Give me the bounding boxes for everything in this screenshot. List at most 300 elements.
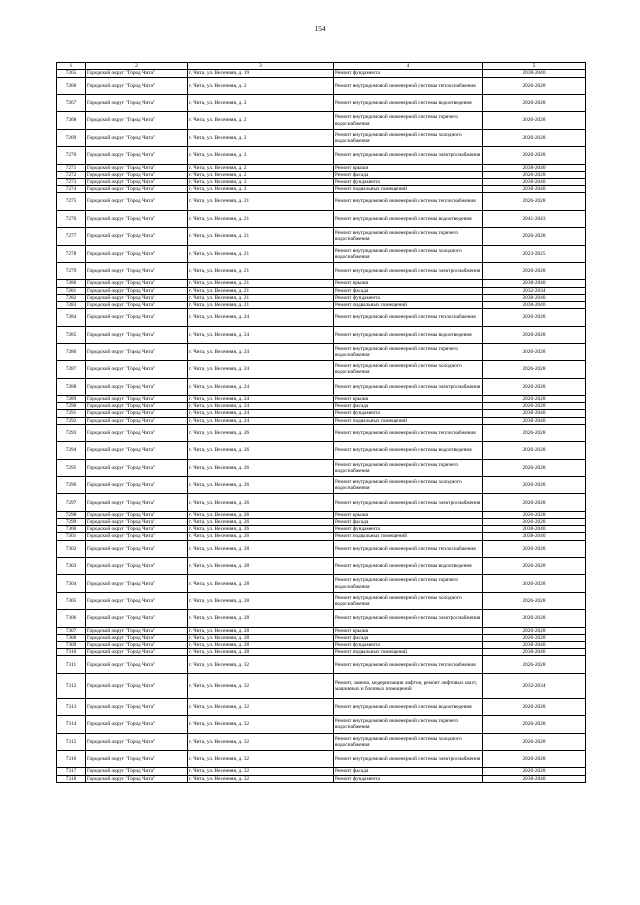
- work-type-cell: Ремонт внутридомовой инженерной системы холодного водоснабжения: [334, 129, 483, 146]
- municipality-cell: Городской округ "Город Чита": [86, 193, 188, 210]
- period-cell: 2026-2028: [483, 77, 586, 94]
- column-number-2: 2: [86, 63, 188, 70]
- municipality-cell: Городской округ "Город Чита": [86, 112, 188, 129]
- work-type-cell: Ремонт фундамента: [334, 294, 483, 301]
- work-type-cell: Ремонт подвальных помещений: [334, 649, 483, 656]
- address-cell: г. Чита, ул. Весенняя, д. 26: [188, 519, 334, 526]
- address-cell: г. Чита, ул. Весенняя, д. 24: [188, 410, 334, 417]
- work-type-cell: Ремонт, замена, модернизация лифтов, ремонт лифтовых шахт, машинных и блочных помещений: [334, 673, 483, 698]
- table-row: [57, 698, 586, 715]
- row-number: 7280: [57, 280, 86, 287]
- period-cell: 2026-2028: [483, 656, 586, 673]
- work-type-cell: Ремонт фасада: [334, 287, 483, 294]
- municipality-cell: Городской округ "Город Чита": [86, 649, 188, 656]
- address-cell: г. Чита, ул. Весенняя, д. 28: [188, 610, 334, 627]
- table-row: [57, 361, 586, 378]
- table-row: [57, 94, 586, 111]
- address-cell: г. Чита, ул. Весенняя, д. 2: [188, 112, 334, 129]
- row-number: 7314: [57, 716, 86, 733]
- table-row: [57, 649, 586, 656]
- address-cell: г. Чита, ул. Весенняя, д. 24: [188, 403, 334, 410]
- work-type-cell: Ремонт фундамента: [334, 642, 483, 649]
- row-number: 7302: [57, 540, 86, 557]
- municipality-cell: Городской округ "Город Чита": [86, 733, 188, 750]
- row-number: 7279: [57, 262, 86, 279]
- work-type-cell: Ремонт внутридомовой инженерной системы электроснабжения: [334, 378, 483, 395]
- period-cell: 2026-2028: [483, 326, 586, 343]
- table-body: [57, 63, 586, 783]
- period-cell: 2038-2040: [483, 178, 586, 185]
- work-type-cell: Ремонт внутридомовой инженерной системы водоотведения: [334, 94, 483, 111]
- municipality-cell: Городской округ "Город Чита": [86, 171, 188, 178]
- address-cell: г. Чита, ул. Весенняя, д. 32: [188, 716, 334, 733]
- period-cell: 2032-2034: [483, 673, 586, 698]
- municipality-cell: Городской округ "Город Чита": [86, 442, 188, 459]
- municipality-cell: Городской округ "Город Чита": [86, 262, 188, 279]
- work-type-cell: Ремонт крыши: [334, 396, 483, 403]
- work-type-cell: Ремонт внутридомовой инженерной системы водоотведения: [334, 326, 483, 343]
- address-cell: г. Чита, ул. Весенняя, д. 2: [188, 129, 334, 146]
- municipality-cell: Городской округ "Город Чита": [86, 716, 188, 733]
- address-cell: г. Чита, ул. Весенняя, д. 21: [188, 294, 334, 301]
- row-number: 7309: [57, 642, 86, 649]
- work-type-cell: Ремонт фасада: [334, 634, 483, 641]
- municipality-cell: Городской округ "Город Чита": [86, 698, 188, 715]
- work-type-cell: Ремонт внутридомовой инженерной системы горячего водоснабжения: [334, 112, 483, 129]
- address-cell: г. Чита, ул. Весенняя, д. 32: [188, 775, 334, 782]
- work-type-cell: Ремонт внутридомовой инженерной системы теплоснабжения: [334, 540, 483, 557]
- work-type-cell: Ремонт подвальных помещений: [334, 186, 483, 193]
- table-row: [57, 410, 586, 417]
- address-cell: г. Чита, ул. Весенняя, д. 32: [188, 750, 334, 767]
- table-row: [57, 280, 586, 287]
- period-cell: 2038-2040: [483, 186, 586, 193]
- table-row: [57, 610, 586, 627]
- row-number: 7304: [57, 575, 86, 592]
- period-cell: 2026-2028: [483, 171, 586, 178]
- address-cell: г. Чита, ул. Весенняя, д. 21: [188, 301, 334, 308]
- municipality-cell: Городской округ "Город Чита": [86, 494, 188, 511]
- row-number: 7274: [57, 186, 86, 193]
- period-cell: 2026-2028: [483, 343, 586, 360]
- period-cell: 2038-2040: [483, 164, 586, 171]
- address-cell: г. Чита, ул. Весенняя, д. 28: [188, 642, 334, 649]
- work-type-cell: Ремонт фасада: [334, 171, 483, 178]
- row-number: 7297: [57, 494, 86, 511]
- table-row: [57, 558, 586, 575]
- work-type-cell: Ремонт внутридомовой инженерной системы теплоснабжения: [334, 656, 483, 673]
- work-type-cell: Ремонт внутридомовой инженерной системы водоотведения: [334, 558, 483, 575]
- municipality-cell: Городской округ "Город Чита": [86, 656, 188, 673]
- period-cell: 2026-2028: [483, 768, 586, 775]
- work-type-cell: Ремонт внутридомовой инженерной системы теплоснабжения: [334, 424, 483, 441]
- period-cell: 2026-2028: [483, 494, 586, 511]
- municipality-cell: Городской округ "Город Чита": [86, 592, 188, 609]
- row-number: 7285: [57, 326, 86, 343]
- row-number: 7298: [57, 511, 86, 518]
- municipality-cell: Городской округ "Город Чита": [86, 642, 188, 649]
- work-type-cell: Ремонт внутридомовой инженерной системы холодного водоснабжения: [334, 592, 483, 609]
- work-type-cell: Ремонт внутридомовой инженерной системы горячего водоснабжения: [334, 459, 483, 476]
- row-number: 7275: [57, 193, 86, 210]
- work-type-cell: Ремонт внутридомовой инженерной системы холодного водоснабжения: [334, 477, 483, 494]
- period-cell: 2026-2028: [483, 112, 586, 129]
- work-type-cell: Ремонт внутридомовой инженерной системы теплоснабжения: [334, 309, 483, 326]
- work-type-cell: Ремонт фундамента: [334, 526, 483, 533]
- work-type-cell: Ремонт фасада: [334, 403, 483, 410]
- address-cell: г. Чита, ул. Весенняя, д. 21: [188, 245, 334, 262]
- work-type-cell: Ремонт подвальных помещений: [334, 417, 483, 424]
- municipality-cell: Городской округ "Город Чита": [86, 403, 188, 410]
- row-number: 7271: [57, 164, 86, 171]
- address-cell: г. Чита, ул. Весенняя, д. 2: [188, 186, 334, 193]
- table-row: [57, 301, 586, 308]
- address-cell: г. Чита, ул. Весенняя, д. 28: [188, 558, 334, 575]
- period-cell: 2038-2040: [483, 642, 586, 649]
- work-type-cell: Ремонт фасада: [334, 519, 483, 526]
- address-cell: г. Чита, ул. Весенняя, д. 26: [188, 442, 334, 459]
- period-cell: 2026-2028: [483, 262, 586, 279]
- period-cell: 2038-2040: [483, 70, 586, 77]
- table-row: [57, 540, 586, 557]
- row-number: 7292: [57, 417, 86, 424]
- period-cell: 2026-2028: [483, 403, 586, 410]
- work-type-cell: Ремонт фундамента: [334, 775, 483, 782]
- table-row: [57, 750, 586, 767]
- address-cell: г. Чита, ул. Весенняя, д. 32: [188, 656, 334, 673]
- table-row: [57, 519, 586, 526]
- address-cell: г. Чита, ул. Весенняя, д. 32: [188, 698, 334, 715]
- period-cell: 2026-2028: [483, 627, 586, 634]
- work-type-cell: Ремонт крыши: [334, 280, 483, 287]
- table-row: [57, 396, 586, 403]
- table-row: [57, 592, 586, 609]
- period-cell: 2026-2028: [483, 610, 586, 627]
- row-number: 7278: [57, 245, 86, 262]
- municipality-cell: Городской округ "Город Чита": [86, 575, 188, 592]
- municipality-cell: Городской округ "Город Чита": [86, 178, 188, 185]
- row-number: 7290: [57, 403, 86, 410]
- address-cell: г. Чита, ул. Весенняя, д. 21: [188, 228, 334, 245]
- period-cell: 2023-2025: [483, 245, 586, 262]
- row-number: 7272: [57, 171, 86, 178]
- period-cell: 2041-2043: [483, 210, 586, 227]
- address-cell: г. Чита, ул. Весенняя, д. 2: [188, 171, 334, 178]
- municipality-cell: Городской округ "Город Чита": [86, 750, 188, 767]
- period-cell: 2026-2028: [483, 519, 586, 526]
- address-cell: г. Чита, ул. Весенняя, д. 21: [188, 287, 334, 294]
- work-type-cell: Ремонт внутридомовой инженерной системы горячего водоснабжения: [334, 716, 483, 733]
- period-cell: 2026-2028: [483, 558, 586, 575]
- municipality-cell: Городской округ "Город Чита": [86, 396, 188, 403]
- period-cell: 2026-2028: [483, 396, 586, 403]
- column-number-3: 3: [188, 63, 334, 70]
- municipality-cell: Городской округ "Город Чита": [86, 768, 188, 775]
- period-cell: 2026-2028: [483, 193, 586, 210]
- address-cell: г. Чита, ул. Весенняя, д. 2: [188, 77, 334, 94]
- period-cell: 2026-2028: [483, 716, 586, 733]
- municipality-cell: Городской округ "Город Чита": [86, 519, 188, 526]
- work-type-cell: Ремонт фундамента: [334, 70, 483, 77]
- table-row: [57, 575, 586, 592]
- address-cell: г. Чита, ул. Весенняя, д. 28: [188, 592, 334, 609]
- period-cell: 2026-2028: [483, 129, 586, 146]
- period-cell: 2038-2040: [483, 533, 586, 540]
- address-cell: г. Чита, ул. Весенняя, д. 28: [188, 575, 334, 592]
- period-cell: 2026-2028: [483, 733, 586, 750]
- work-type-cell: Ремонт фасада: [334, 768, 483, 775]
- work-type-cell: Ремонт внутридомовой инженерной системы горячего водоснабжения: [334, 575, 483, 592]
- municipality-cell: Городской округ "Город Чита": [86, 610, 188, 627]
- municipality-cell: Городской округ "Город Чита": [86, 424, 188, 441]
- table-row: [57, 129, 586, 146]
- address-cell: г. Чита, ул. Весенняя, д. 2: [188, 147, 334, 164]
- column-number-5: 5: [483, 63, 586, 70]
- address-cell: г. Чита, ул. Весенняя, д. 24: [188, 378, 334, 395]
- row-number: 7310: [57, 649, 86, 656]
- table-row: [57, 245, 586, 262]
- address-cell: г. Чита, ул. Весенняя, д. 21: [188, 210, 334, 227]
- address-cell: г. Чита, ул. Весенняя, д. 26: [188, 459, 334, 476]
- period-cell: 2026-2028: [483, 378, 586, 395]
- table-row: [57, 511, 586, 518]
- row-number: 7284: [57, 309, 86, 326]
- municipality-cell: Городской округ "Город Чита": [86, 410, 188, 417]
- table-row: [57, 70, 586, 77]
- period-cell: 2038-2040: [483, 410, 586, 417]
- address-cell: г. Чита, ул. Весенняя, д. 2: [188, 178, 334, 185]
- work-type-cell: Ремонт крыши: [334, 164, 483, 171]
- row-number: 7306: [57, 610, 86, 627]
- row-number: 7266: [57, 77, 86, 94]
- address-cell: г. Чита, ул. Весенняя, д. 26: [188, 533, 334, 540]
- address-cell: г. Чита, ул. Весенняя, д. 24: [188, 396, 334, 403]
- row-number: 7312: [57, 673, 86, 698]
- municipality-cell: Городской округ "Город Чита": [86, 94, 188, 111]
- table-row: [57, 294, 586, 301]
- table-row: [57, 378, 586, 395]
- work-type-cell: Ремонт подвальных помещений: [334, 533, 483, 540]
- municipality-cell: Городской округ "Город Чита": [86, 164, 188, 171]
- row-number: 7293: [57, 424, 86, 441]
- table-row: [57, 459, 586, 476]
- municipality-cell: Городской округ "Город Чита": [86, 673, 188, 698]
- period-cell: 2026-2028: [483, 94, 586, 111]
- row-number: 7273: [57, 178, 86, 185]
- work-type-cell: Ремонт внутридомовой инженерной системы холодного водоснабжения: [334, 245, 483, 262]
- table-row: [57, 494, 586, 511]
- period-cell: 2026-2028: [483, 477, 586, 494]
- row-number: 7300: [57, 526, 86, 533]
- municipality-cell: Городской округ "Город Чита": [86, 326, 188, 343]
- row-number: 7296: [57, 477, 86, 494]
- table-row: [57, 186, 586, 193]
- address-cell: г. Чита, ул. Весенняя, д. 28: [188, 649, 334, 656]
- municipality-cell: Городской округ "Город Чита": [86, 301, 188, 308]
- period-cell: 2026-2028: [483, 147, 586, 164]
- table-row: [57, 147, 586, 164]
- municipality-cell: Городской округ "Город Чита": [86, 361, 188, 378]
- period-cell: 2038-2040: [483, 417, 586, 424]
- row-number: 7281: [57, 287, 86, 294]
- row-number: 7307: [57, 627, 86, 634]
- address-cell: г. Чита, ул. Весенняя, д. 21: [188, 193, 334, 210]
- table-row: [57, 164, 586, 171]
- table-row: [57, 417, 586, 424]
- row-number: 7291: [57, 410, 86, 417]
- address-cell: г. Чита, ул. Весенняя, д. 24: [188, 361, 334, 378]
- address-cell: г. Чита, ул. Весенняя, д. 28: [188, 627, 334, 634]
- period-cell: 2038-2040: [483, 280, 586, 287]
- period-cell: 2038-2040: [483, 301, 586, 308]
- table-row: [57, 424, 586, 441]
- row-number: 7276: [57, 210, 86, 227]
- address-cell: г. Чита, ул. Весенняя, д. 24: [188, 417, 334, 424]
- row-number: 7308: [57, 634, 86, 641]
- municipality-cell: Городской округ "Город Чита": [86, 477, 188, 494]
- address-cell: г. Чита, ул. Весенняя, д. 24: [188, 343, 334, 360]
- row-number: 7317: [57, 768, 86, 775]
- table-row: [57, 262, 586, 279]
- row-number: 7286: [57, 343, 86, 360]
- period-cell: 2038-2040: [483, 294, 586, 301]
- period-cell: 2026-2028: [483, 575, 586, 592]
- work-type-cell: Ремонт внутридомовой инженерной системы теплоснабжения: [334, 77, 483, 94]
- municipality-cell: Городской округ "Город Чита": [86, 343, 188, 360]
- table-row: [57, 403, 586, 410]
- table-row: [57, 673, 586, 698]
- period-cell: 2026-2028: [483, 442, 586, 459]
- address-cell: г. Чита, ул. Весенняя, д. 32: [188, 768, 334, 775]
- work-type-cell: Ремонт подвальных помещений: [334, 301, 483, 308]
- period-cell: 2038-2040: [483, 649, 586, 656]
- municipality-cell: Городской округ "Город Чита": [86, 287, 188, 294]
- work-type-cell: Ремонт крыши: [334, 627, 483, 634]
- work-type-cell: Ремонт внутридомовой инженерной системы электроснабжения: [334, 262, 483, 279]
- municipality-cell: Городской округ "Город Чита": [86, 77, 188, 94]
- work-type-cell: Ремонт внутридомовой инженерной системы электроснабжения: [334, 750, 483, 767]
- period-cell: 2026-2028: [483, 750, 586, 767]
- row-number: 7318: [57, 775, 86, 782]
- row-number: 7299: [57, 519, 86, 526]
- address-cell: г. Чита, ул. Весенняя, д. 26: [188, 424, 334, 441]
- row-number: 7270: [57, 147, 86, 164]
- work-type-cell: Ремонт крыши: [334, 511, 483, 518]
- period-cell: 2026-2028: [483, 424, 586, 441]
- work-type-cell: Ремонт фундамента: [334, 178, 483, 185]
- row-number: 7265: [57, 70, 86, 77]
- table-row: [57, 642, 586, 649]
- column-number-4: 4: [334, 63, 483, 70]
- column-number-1: 1: [57, 63, 86, 70]
- period-cell: 2026-2028: [483, 228, 586, 245]
- period-cell: 2026-2028: [483, 309, 586, 326]
- capital-repair-table: [56, 62, 586, 783]
- table-row: [57, 228, 586, 245]
- address-cell: г. Чита, ул. Весенняя, д. 21: [188, 280, 334, 287]
- table-row: [57, 442, 586, 459]
- municipality-cell: Городской округ "Город Чита": [86, 129, 188, 146]
- row-number: 7311: [57, 656, 86, 673]
- row-number: 7315: [57, 733, 86, 750]
- work-type-cell: Ремонт внутридомовой инженерной системы холодного водоснабжения: [334, 361, 483, 378]
- municipality-cell: Городской округ "Город Чита": [86, 526, 188, 533]
- row-number: 7269: [57, 129, 86, 146]
- row-number: 7282: [57, 294, 86, 301]
- table-row: [57, 656, 586, 673]
- work-type-cell: Ремонт внутридомовой инженерной системы водоотведения: [334, 210, 483, 227]
- table-row: [57, 634, 586, 641]
- municipality-cell: Городской округ "Город Чита": [86, 147, 188, 164]
- municipality-cell: Городской округ "Город Чита": [86, 186, 188, 193]
- period-cell: 2026-2028: [483, 459, 586, 476]
- row-number: 7316: [57, 750, 86, 767]
- period-cell: 2032-2034: [483, 287, 586, 294]
- address-cell: г. Чита, ул. Весенняя, д. 2: [188, 94, 334, 111]
- table-row: [57, 309, 586, 326]
- address-cell: г. Чита, ул. Весенняя, д. 28: [188, 540, 334, 557]
- table-row: [57, 768, 586, 775]
- table-row: [57, 178, 586, 185]
- work-type-cell: Ремонт внутридомовой инженерной системы холодного водоснабжения: [334, 733, 483, 750]
- table-row: [57, 112, 586, 129]
- period-cell: 2026-2028: [483, 634, 586, 641]
- municipality-cell: Городской округ "Город Чита": [86, 70, 188, 77]
- work-type-cell: Ремонт фундамента: [334, 410, 483, 417]
- table-row: [57, 326, 586, 343]
- municipality-cell: Городской округ "Город Чита": [86, 210, 188, 227]
- municipality-cell: Городской округ "Город Чита": [86, 459, 188, 476]
- table-row: [57, 193, 586, 210]
- work-type-cell: Ремонт внутридомовой инженерной системы электроснабжения: [334, 494, 483, 511]
- address-cell: г. Чита, ул. Весенняя, д. 28: [188, 634, 334, 641]
- municipality-cell: Городской округ "Город Чита": [86, 294, 188, 301]
- address-cell: г. Чита, ул. Весенняя, д. 21: [188, 262, 334, 279]
- column-number-row: [57, 63, 586, 70]
- row-number: 7267: [57, 94, 86, 111]
- table-row: [57, 210, 586, 227]
- table-row: [57, 733, 586, 750]
- row-number: 7283: [57, 301, 86, 308]
- municipality-cell: Городской округ "Город Чита": [86, 511, 188, 518]
- address-cell: г. Чита, ул. Весенняя, д. 32: [188, 733, 334, 750]
- municipality-cell: Городской округ "Город Чита": [86, 309, 188, 326]
- address-cell: г. Чита, ул. Весенняя, д. 2: [188, 164, 334, 171]
- municipality-cell: Городской округ "Город Чита": [86, 280, 188, 287]
- row-number: 7313: [57, 698, 86, 715]
- municipality-cell: Городской округ "Город Чита": [86, 775, 188, 782]
- table-row: [57, 77, 586, 94]
- municipality-cell: Городской округ "Город Чита": [86, 378, 188, 395]
- row-number: 7287: [57, 361, 86, 378]
- period-cell: 2026-2028: [483, 698, 586, 715]
- row-number: 7294: [57, 442, 86, 459]
- table-row: [57, 627, 586, 634]
- row-number: 7289: [57, 396, 86, 403]
- row-number: 7277: [57, 228, 86, 245]
- table-row: [57, 533, 586, 540]
- page-number: 154: [314, 24, 326, 33]
- work-type-cell: Ремонт внутридомовой инженерной системы теплоснабжения: [334, 193, 483, 210]
- period-cell: 2026-2028: [483, 511, 586, 518]
- address-cell: г. Чита, ул. Весенняя, д. 32: [188, 673, 334, 698]
- municipality-cell: Городской округ "Город Чита": [86, 634, 188, 641]
- row-number: 7303: [57, 558, 86, 575]
- work-type-cell: Ремонт внутридомовой инженерной системы горячего водоснабжения: [334, 228, 483, 245]
- municipality-cell: Городской округ "Город Чита": [86, 533, 188, 540]
- period-cell: 2026-2028: [483, 540, 586, 557]
- table-row: [57, 287, 586, 294]
